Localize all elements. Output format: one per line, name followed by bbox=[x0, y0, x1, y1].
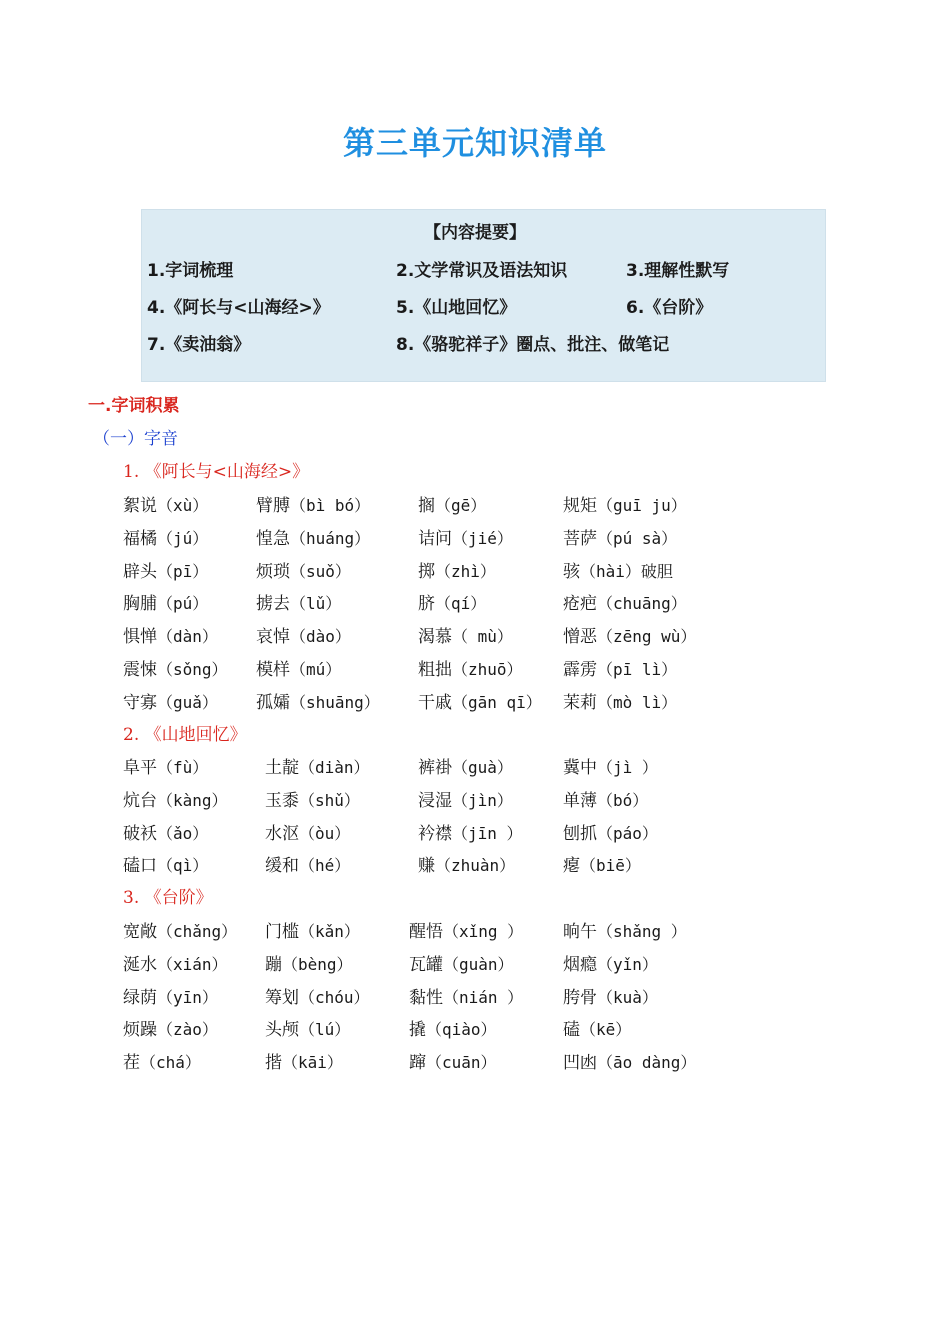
word-text: 刨抓 bbox=[563, 823, 597, 844]
word-entry bbox=[123, 753, 208, 778]
word-entry bbox=[418, 851, 515, 876]
pinyin-text: （guà） bbox=[452, 758, 513, 777]
word-text: 模样 bbox=[256, 660, 290, 680]
summary-item: 6.《台阶》 bbox=[626, 298, 713, 318]
word-entry bbox=[265, 753, 370, 778]
pinyin-text: （guǎ） bbox=[157, 692, 218, 712]
word-entry bbox=[418, 589, 486, 614]
pinyin-text: （āo dàng） bbox=[597, 1053, 697, 1073]
word-entry bbox=[418, 557, 496, 582]
word-text: 烦琐 bbox=[256, 561, 290, 582]
word-text: 门槛 bbox=[265, 922, 299, 942]
word-text: 掳去 bbox=[256, 594, 290, 615]
word-text: 孤孀 bbox=[256, 692, 290, 713]
word-text: 烦躁 bbox=[123, 1020, 157, 1041]
word-entry bbox=[409, 950, 514, 975]
word-text: 土靛 bbox=[265, 758, 299, 778]
group-heading: 3. 《台阶》 bbox=[123, 888, 213, 908]
pinyin-text: （shǔ） bbox=[299, 790, 360, 810]
pinyin-text: （kǎn） bbox=[299, 922, 360, 941]
pinyin-text: （zēng wù） bbox=[597, 627, 697, 647]
summary-item: 4.《阿长与<山海经>》 bbox=[147, 298, 330, 318]
word-entry bbox=[563, 851, 641, 876]
word-entry bbox=[409, 1048, 497, 1073]
word-entry bbox=[123, 688, 218, 713]
word-entry bbox=[265, 851, 350, 876]
word-entry bbox=[256, 557, 351, 582]
pinyin-text: （zhì） bbox=[435, 561, 496, 581]
pinyin-text: （gān qī） bbox=[452, 692, 542, 712]
pinyin-text: （nián ） bbox=[443, 987, 524, 1007]
pinyin-text: （lú） bbox=[299, 1020, 351, 1040]
word-entry bbox=[123, 851, 208, 876]
word-entry bbox=[265, 1015, 350, 1040]
word-text: 撬 bbox=[409, 1020, 426, 1041]
pinyin-text: （xǐng ） bbox=[443, 922, 524, 941]
word-entry bbox=[409, 917, 523, 942]
word-text: 臂膊 bbox=[256, 496, 290, 516]
summary-item: 3.理解性默写 bbox=[626, 261, 730, 281]
word-text: 守寡 bbox=[123, 692, 157, 713]
pinyin-text: （kē） bbox=[580, 1020, 632, 1040]
word-text: 炕台 bbox=[123, 790, 157, 811]
word-text: 赚 bbox=[418, 856, 435, 877]
pinyin-text: （hé） bbox=[299, 856, 351, 876]
pinyin-text: （gē） bbox=[435, 496, 487, 515]
word-text: 磕 bbox=[563, 1020, 580, 1041]
word-text: 哀悼 bbox=[256, 627, 290, 648]
word-text: 单薄 bbox=[563, 790, 597, 811]
word-text: 黏性 bbox=[409, 987, 443, 1008]
word-text: 宽敞 bbox=[123, 922, 157, 942]
word-text: 水沤 bbox=[265, 823, 299, 844]
word-text: 憎恶 bbox=[563, 627, 597, 648]
word-text: 菩萨 bbox=[563, 528, 597, 549]
word-entry bbox=[563, 655, 677, 680]
word-entry bbox=[123, 524, 208, 549]
word-text: 规矩 bbox=[563, 496, 597, 516]
pinyin-text: （jié） bbox=[452, 528, 513, 548]
pinyin-text: （bèng） bbox=[282, 954, 353, 974]
word-text: 裤褂 bbox=[418, 758, 452, 778]
word-entry bbox=[265, 983, 370, 1008]
pinyin-text: （chóu） bbox=[299, 987, 370, 1007]
pinyin-text: （bó） bbox=[597, 790, 649, 810]
word-entry bbox=[563, 491, 687, 516]
word-entry bbox=[256, 622, 351, 647]
word-entry bbox=[123, 491, 208, 516]
word-text: 胸脯 bbox=[123, 594, 157, 615]
word-text: 蹿 bbox=[409, 1053, 426, 1074]
word-text: 福橘 bbox=[123, 528, 157, 549]
pinyin-text: （mò lì） bbox=[597, 692, 678, 712]
word-entry bbox=[256, 524, 370, 549]
summary-item: 5.《山地回忆》 bbox=[396, 298, 517, 318]
word-text: 粗拙 bbox=[418, 660, 452, 680]
word-entry bbox=[418, 786, 513, 811]
pinyin-text: （qì） bbox=[157, 856, 209, 876]
word-text: 震悚 bbox=[123, 660, 157, 680]
word-text: 蹦 bbox=[265, 954, 282, 975]
word-entry bbox=[563, 1015, 631, 1040]
summary-item: 8.《骆驼祥子》圈点、批注、做笔记 bbox=[396, 335, 670, 355]
summary-item: 1.字词梳理 bbox=[147, 261, 234, 281]
pinyin-text: （dàn） bbox=[157, 627, 218, 647]
word-text: 晌午 bbox=[563, 922, 597, 942]
word-text: 干戚 bbox=[418, 692, 452, 713]
word-entry bbox=[563, 622, 696, 647]
section-heading: 一.字词积累 bbox=[88, 396, 180, 416]
pinyin-text: （biē） bbox=[580, 856, 641, 876]
pinyin-text: （pú sà） bbox=[597, 528, 678, 548]
word-entry bbox=[418, 688, 542, 713]
word-text: 骇 bbox=[563, 561, 580, 582]
pinyin-text: （dào） bbox=[290, 627, 351, 647]
pinyin-text: （jīn ） bbox=[452, 823, 523, 843]
summary-heading: 【内容提要】 bbox=[424, 223, 526, 243]
pinyin-text: （fù） bbox=[157, 758, 209, 777]
pinyin-text: （yīn） bbox=[157, 987, 218, 1007]
word-entry bbox=[265, 786, 360, 811]
word-text: 浸湿 bbox=[418, 790, 452, 811]
pinyin-text: （ mù） bbox=[452, 627, 513, 647]
pinyin-text: （páo） bbox=[597, 823, 658, 843]
word-entry bbox=[265, 917, 360, 942]
pinyin-text: （hài）破胆 bbox=[580, 561, 673, 581]
word-text: 磕口 bbox=[123, 856, 157, 877]
word-text: 诘问 bbox=[418, 528, 452, 549]
summary-item: 7.《卖油翁》 bbox=[147, 335, 251, 355]
word-entry bbox=[123, 622, 218, 647]
pinyin-text: （kāi） bbox=[282, 1053, 343, 1073]
word-text: 破袄 bbox=[123, 823, 157, 844]
word-entry bbox=[123, 655, 228, 680]
word-entry bbox=[123, 983, 218, 1008]
word-text: 掷 bbox=[418, 561, 435, 582]
word-entry bbox=[418, 491, 486, 516]
word-text: 辟头 bbox=[123, 561, 157, 582]
word-entry bbox=[123, 589, 208, 614]
pinyin-text: （pú） bbox=[157, 594, 209, 614]
pinyin-text: （sǒng） bbox=[157, 660, 228, 679]
word-entry bbox=[265, 819, 350, 844]
word-entry bbox=[123, 786, 228, 811]
word-text: 烟瘾 bbox=[563, 954, 597, 975]
word-text: 惶急 bbox=[256, 528, 290, 549]
pinyin-text: （zhuàn） bbox=[435, 856, 516, 876]
word-entry bbox=[409, 983, 523, 1008]
word-text: 凹凼 bbox=[563, 1053, 597, 1074]
pinyin-text: （xù） bbox=[157, 496, 209, 515]
word-entry bbox=[265, 1048, 343, 1073]
subsection-heading: （一）字音 bbox=[93, 429, 178, 449]
pinyin-text: （kuà） bbox=[597, 987, 658, 1007]
word-entry bbox=[123, 819, 208, 844]
word-entry bbox=[563, 786, 648, 811]
word-text: 絮说 bbox=[123, 496, 157, 516]
word-text: 玉黍 bbox=[265, 790, 299, 811]
pinyin-text: （shuāng） bbox=[290, 692, 380, 712]
pinyin-text: （lǔ） bbox=[290, 594, 342, 614]
word-entry bbox=[563, 753, 658, 778]
word-entry bbox=[563, 917, 687, 942]
pinyin-text: （jì ） bbox=[597, 758, 658, 777]
word-entry bbox=[256, 589, 341, 614]
word-text: 冀中 bbox=[563, 758, 597, 778]
pinyin-text: （guī ju） bbox=[597, 496, 687, 515]
word-text: 绿荫 bbox=[123, 987, 157, 1008]
word-entry bbox=[418, 819, 523, 844]
pinyin-text: （xián） bbox=[157, 954, 228, 974]
word-entry bbox=[256, 688, 380, 713]
word-text: 茬 bbox=[123, 1053, 140, 1074]
pinyin-text: （òu） bbox=[299, 823, 351, 843]
pinyin-text: （mú） bbox=[290, 660, 342, 679]
pinyin-text: （jìn） bbox=[452, 790, 513, 810]
word-text: 筹划 bbox=[265, 987, 299, 1008]
pinyin-text: （zào） bbox=[157, 1020, 218, 1040]
pinyin-text: （qiào） bbox=[426, 1020, 497, 1040]
word-entry bbox=[563, 983, 658, 1008]
pinyin-text: （shǎng ） bbox=[597, 922, 687, 941]
group-heading: 1. 《阿长与<山海经>》 bbox=[123, 462, 310, 482]
pinyin-text: （diàn） bbox=[299, 758, 370, 777]
pinyin-text: （chuāng） bbox=[597, 594, 687, 614]
pinyin-text: （kàng） bbox=[157, 790, 228, 810]
word-entry bbox=[256, 491, 370, 516]
word-text: 搁 bbox=[418, 496, 435, 516]
pinyin-text: （suǒ） bbox=[290, 561, 351, 581]
word-text: 胯骨 bbox=[563, 987, 597, 1008]
word-entry bbox=[418, 622, 513, 647]
pinyin-text: （jú） bbox=[157, 528, 209, 548]
word-text: 揩 bbox=[265, 1053, 282, 1074]
word-text: 瓦罐 bbox=[409, 954, 443, 975]
word-entry bbox=[563, 524, 677, 549]
word-entry bbox=[123, 917, 237, 942]
pinyin-text: （huáng） bbox=[290, 528, 371, 548]
word-entry bbox=[563, 1048, 696, 1073]
summary-item: 2.文学常识及语法知识 bbox=[396, 261, 568, 281]
word-entry bbox=[563, 950, 658, 975]
pinyin-text: （pī lì） bbox=[597, 660, 678, 679]
word-entry bbox=[563, 589, 687, 614]
word-text: 头颅 bbox=[265, 1020, 299, 1041]
word-entry bbox=[123, 557, 208, 582]
word-text: 衿襟 bbox=[418, 823, 452, 844]
word-text: 瘪 bbox=[563, 856, 580, 877]
group-heading: 2. 《山地回忆》 bbox=[123, 725, 247, 745]
word-text: 疮疤 bbox=[563, 594, 597, 615]
pinyin-text: （cuān） bbox=[426, 1053, 497, 1073]
word-text: 脐 bbox=[418, 594, 435, 615]
word-text: 惧惮 bbox=[123, 627, 157, 648]
word-entry bbox=[563, 557, 673, 582]
word-entry bbox=[418, 524, 513, 549]
pinyin-text: （bì bó） bbox=[290, 496, 371, 515]
word-entry bbox=[418, 655, 523, 680]
pinyin-text: （yǐn） bbox=[597, 954, 658, 974]
word-entry bbox=[123, 1048, 201, 1073]
pinyin-text: （zhuō） bbox=[452, 660, 523, 679]
pinyin-text: （chǎng） bbox=[157, 922, 238, 941]
pinyin-text: （ǎo） bbox=[157, 823, 209, 843]
word-text: 醒悟 bbox=[409, 922, 443, 942]
pinyin-text: （guàn） bbox=[443, 954, 514, 974]
word-entry bbox=[563, 688, 677, 713]
word-entry bbox=[563, 819, 658, 844]
word-entry bbox=[256, 655, 341, 680]
word-entry bbox=[123, 950, 228, 975]
pinyin-text: （chá） bbox=[140, 1053, 201, 1073]
word-text: 缓和 bbox=[265, 856, 299, 877]
word-text: 霹雳 bbox=[563, 660, 597, 680]
word-text: 茉莉 bbox=[563, 692, 597, 713]
word-text: 渴慕 bbox=[418, 627, 452, 648]
pinyin-text: （pī） bbox=[157, 561, 209, 581]
word-text: 涎水 bbox=[123, 954, 157, 975]
page-title: 第三单元知识清单 bbox=[342, 124, 607, 162]
word-text: 阜平 bbox=[123, 758, 157, 778]
word-entry bbox=[409, 1015, 497, 1040]
word-entry bbox=[418, 753, 513, 778]
word-entry bbox=[265, 950, 353, 975]
word-entry bbox=[123, 1015, 218, 1040]
pinyin-text: （qí） bbox=[435, 594, 487, 614]
